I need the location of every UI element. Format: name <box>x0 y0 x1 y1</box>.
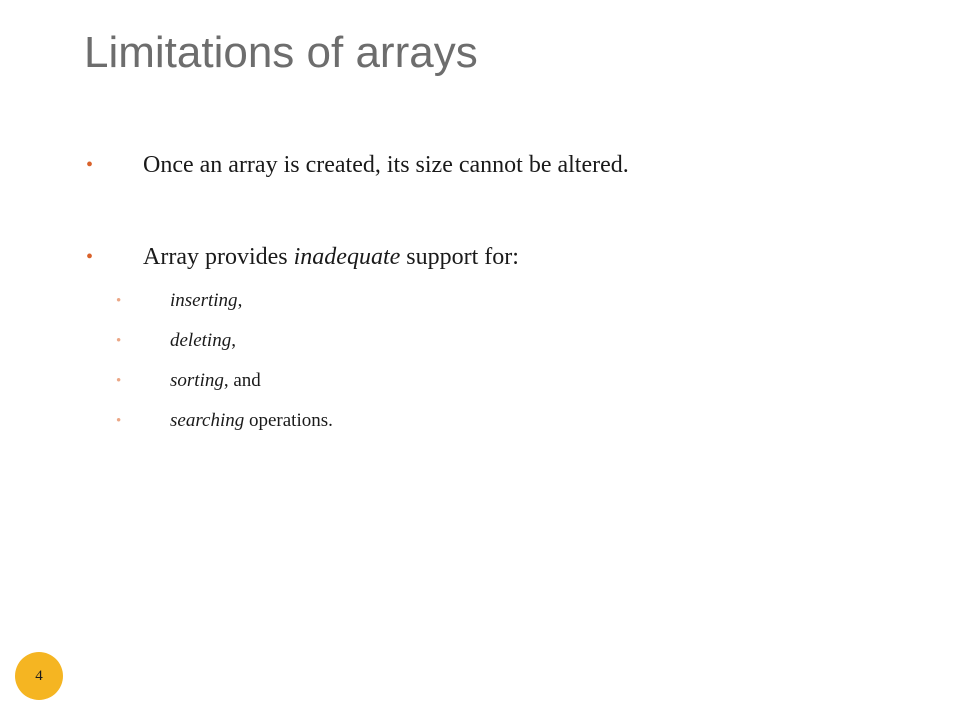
bullet-marker: • <box>86 154 94 176</box>
bullet-text <box>143 243 519 271</box>
sub-bullet-marker: • <box>116 333 122 349</box>
slide-number: 4 <box>35 667 43 684</box>
sub-bullet-text <box>170 409 333 433</box>
bullet-text-before: Array provides <box>143 244 294 270</box>
sub-bullet-emphasis: sorting <box>170 370 224 391</box>
slide-number-badge <box>15 652 63 700</box>
bullet-text-after: support for: <box>400 244 519 270</box>
sub-bullet-after: operations. <box>244 410 333 431</box>
bullet-marker: • <box>86 246 94 268</box>
bullet-text: Once an array is created, its size cannot be altered. <box>143 152 629 178</box>
sub-bullet-text <box>170 329 236 353</box>
sub-bullet-text <box>170 369 261 393</box>
sub-bullet-marker: • <box>116 373 122 389</box>
sub-bullet-emphasis: inserting <box>170 290 238 311</box>
sub-bullet-marker: • <box>116 293 122 309</box>
sub-bullet-after: , and <box>223 370 261 391</box>
bullet-emphasis: inadequate <box>293 244 401 270</box>
sub-bullet-emphasis: deleting <box>170 330 232 351</box>
sub-bullet-marker: • <box>116 413 122 429</box>
sub-bullet-text <box>170 289 242 313</box>
sub-bullet-after: , <box>231 330 236 351</box>
sub-bullet-emphasis: searching <box>170 410 245 431</box>
slide-title: Limitations of arrays <box>84 28 478 77</box>
sub-bullet-after: , <box>237 290 243 311</box>
